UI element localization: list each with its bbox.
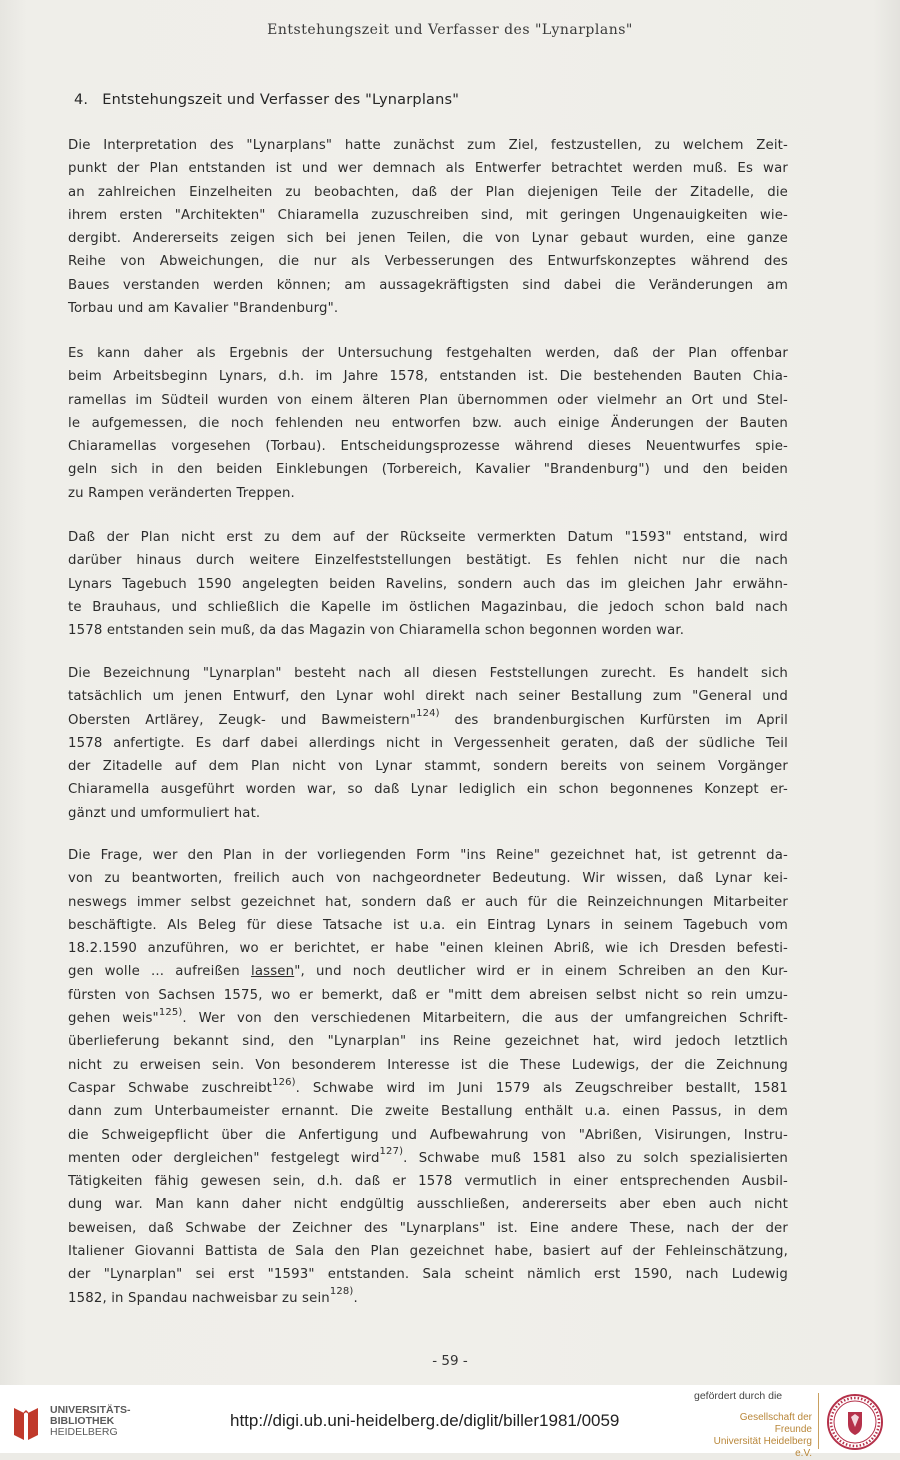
text-line: 18.2.1590 anzuführen, wo er berichtet, er habe "einen kleinen Abriß, wie ich Dresden befesti- <box>68 941 788 957</box>
text-line <box>68 1077 788 1100</box>
text-segment: ", und noch deutlicher wird er in einem Schreiben an den Kur- <box>294 964 788 980</box>
text-line: Die Interpretation des "Lynarplans" hatte zunächst zum Ziel, festzustellen, zu welchem Zeit- <box>68 138 788 153</box>
footnote-ref-124: 124) <box>416 708 440 720</box>
text-line: darüber hinaus durch weitere Einzelfeststellungen bestätigt. Es fehlen nicht nur die nach <box>68 553 788 569</box>
text-line: neswegs immer selbst gezeichnet hat, sondern daß er auch für die Reinzeichnungen Mitarbeiter <box>68 894 788 910</box>
text-line: gänzt und umformuliert hat. <box>68 805 261 821</box>
text-line: Lynars Tagebuch 1590 angelegten beiden Ravelins, sondern auch das im gleichen Jahr erwähn- <box>68 576 788 592</box>
university-seal-icon <box>826 1393 884 1451</box>
text-segment: menten oder dergleichen" festgelegt wird <box>68 1150 380 1166</box>
text-line <box>68 1007 788 1030</box>
text-line: Es kann daher als Ergebnis der Untersuchung festgehalten werden, daß der Plan offenbar <box>68 346 788 361</box>
page-number: - 59 - <box>432 1353 468 1369</box>
text-line: beschäftigte. Als Beleg für diese Tatsache ist u.a. ein Eintrag Lynars in seinem Tagebuch vom <box>68 917 788 933</box>
text-line: der Zitadelle auf dem Plan nicht von Lynar stammt, sondern bereits von seinem Vorgänger <box>68 759 788 775</box>
text-line: die Schweigepflicht über die Anfertigung und Aufbewahrung von "Abrißen, Visirungen, Instru- <box>68 1127 788 1143</box>
library-name-line: HEIDELBERG <box>50 1426 118 1438</box>
text-line: fürsten von Sachsen 1575, wo er bemerkt, daß er "mitt dem abreisen selbst nicht so rein umzu- <box>68 987 788 1003</box>
running-header: Entstehungszeit und Verfasser des "Lynarplans" <box>267 22 633 38</box>
paragraph-4 <box>68 662 788 825</box>
text-line: Italiener Giovanni Battista de Sala den Plan gezeichnet habe, basiert auf der Fehleinschätzung, <box>68 1244 788 1260</box>
text-line: Die Frage, wer den Plan in der vorliegenden Form "ins Reine" gezeichnet hat, ist getrennt da- <box>68 848 788 863</box>
footnote-ref-127: 127) <box>379 1146 404 1158</box>
text-line: 1578 anfertigte. Es darf dabei allerdings nicht in Vergessenheit geraten, daß der südliche Teil <box>68 735 788 751</box>
text-line: überlieferung bekannt sind, den "Lynarplan" ins Reine gezeichnet hat, wird jedoch letztlich <box>68 1034 788 1050</box>
text-segment: Caspar Schwabe zuschreibt <box>68 1080 273 1096</box>
text-line: 1578 entstanden sein muß, da das Magazin von Chiaramella schon begonnen worden war. <box>68 623 685 639</box>
text-line: dung war. Man kann daher nicht endgültig ausschließen, andererseits aber eben auch nicht <box>68 1197 788 1213</box>
section-heading <box>74 92 459 108</box>
text-line: Torbau und am Kavalier "Brandenburg". <box>68 301 339 317</box>
text-segment: Obersten Artlärey, Zeugk- und Bawmeistern" <box>68 712 417 728</box>
text-line: Chiaramellas vorgesehen (Torbau). Entscheidungsprozesse während dieses Neuentwurfes spie- <box>68 439 788 455</box>
text-line: Die Bezeichnung "Lynarplan" besteht nach all diesen Feststellungen zurecht. Es handelt sich <box>68 666 788 681</box>
library-logo-icon <box>10 1404 42 1444</box>
text-segment: 1582, in Spandau nachweisbar zu sein <box>68 1290 330 1306</box>
text-line <box>68 709 788 732</box>
text-line: le aufgemessen, die noch fehlenden neu entworfen bzw. auch einige Änderungen der Bauten <box>68 415 788 431</box>
paragraph-2 <box>68 342 788 505</box>
text-line: von zu beantworten, freilich auch von nachgeordneter Bedeutung. Wir wissen, daß Lynar kei- <box>68 871 788 887</box>
text-line: Tätigkeiten fähig gewesen sein, d.h. daß er 1578 vermutlich in einer entsprechenden Ausbil- <box>68 1174 788 1190</box>
footer-divider <box>818 1393 819 1449</box>
section-number: 4. <box>74 92 89 108</box>
text-line: ihrem ersten "Architekten" Chiaramella zuzuschreiben sind, mit geringen Ungenauigkeiten wie- <box>68 207 788 223</box>
text-segment: des brandenburgischen Kurfürsten im April <box>439 712 788 728</box>
footnote-ref-128: 128) <box>329 1286 354 1298</box>
paragraph-1 <box>68 134 788 320</box>
funded-by-label: gefördert durch die <box>694 1390 783 1402</box>
text-line: Reihe von Abweichungen, die nur als Verbesserungen des Entwurfskonzeptes während des <box>68 254 788 270</box>
digitization-footer <box>0 1385 900 1459</box>
text-segment: . Wer von den verschiedenen Mitarbeitern, die aus der umfangreichen Schrift- <box>182 1011 789 1027</box>
text-line: beweisen, daß Schwabe der Zeichner des "Lynarplans" ist. Eine andere These, nach der der <box>68 1220 788 1236</box>
text-line: der "Lynarplan" sei erst "1593" entstanden. Sala scheint nämlich erst 1590, nach Ludewig <box>68 1267 788 1283</box>
paragraph-3 <box>68 526 788 642</box>
text-segment: . <box>353 1290 358 1306</box>
footnote-ref-126: 126) <box>272 1076 296 1088</box>
footnote-ref-125: 125) <box>158 1006 183 1018</box>
section-title-text: Entstehungszeit und Verfasser des "Lynarplans" <box>102 92 460 108</box>
text-line: dergibt. Andererseits zeigen sich bei jenen Teilen, die von Lynar gebaut wurden, eine ganze <box>68 231 788 247</box>
text-line <box>68 960 788 983</box>
society-name-line: Universität Heidelberg e.V. <box>713 1436 812 1459</box>
library-name-line: UNIVERSITÄTS- <box>50 1404 131 1416</box>
text-line: Baues verstanden werden können; am aussagekräftigsten sind dabei die Veränderungen am <box>68 277 788 293</box>
text-line: nicht zu erweisen sein. Von besonderem Interesse ist die These Ludewigs, der die Zeichnung <box>68 1057 788 1073</box>
paragraph-5 <box>68 844 788 1310</box>
text-line: dann zum Unterbaumeister ernannt. Die zweite Bestallung enthält u.a. einen Passus, in dem <box>68 1104 788 1120</box>
text-segment: . Schwabe muß 1581 also zu solch spezialisierten <box>403 1150 789 1166</box>
underlined-word: lassen <box>250 964 295 980</box>
text-segment: gehen weis" <box>68 1011 159 1027</box>
text-line: te Brauhaus, und schließlich die Kapelle im östlichen Magazinbau, die jedoch schon bald nach <box>68 599 788 615</box>
text-line: geln sich in den beiden Einklebungen (Torbereich, Kavalier "Brandenburg") und den beiden <box>68 462 788 478</box>
text-line: punkt der Plan entstanden ist und wer demnach als Entwerfer betrachtet werden muß. Es war <box>68 161 788 177</box>
library-name-line: BIBLIOTHEK <box>50 1415 115 1427</box>
text-line <box>68 1287 788 1310</box>
library-name <box>50 1405 131 1438</box>
text-line: Chiaramella ausgeführt worden war, so daß Lynar lediglich ein schon begonnenes Konzept er- <box>68 782 788 798</box>
text-line: beim Arbeitsbeginn Lynars, d.h. im Jahre 1578, entstanden ist. Die bestehenden Bauten Chia- <box>68 369 788 385</box>
digital-library-link[interactable]: http://digi.ub.uni-heidelberg.de/diglit/biller1981/0059 <box>230 1411 620 1430</box>
text-segment: gen wolle ... aufreißen <box>68 964 251 980</box>
text-line <box>68 1147 788 1170</box>
text-line: zu Rampen veränderten Treppen. <box>68 485 295 501</box>
text-line: ramellas im Südteil wurden von einem älteren Plan übernommen oder vielmehr an Ort und Stel- <box>68 392 788 408</box>
text-line: Daß der Plan nicht erst zu dem auf der Rückseite vermerkten Datum "1593" entstand, wird <box>68 530 788 545</box>
text-segment: . Schwabe wird im Juni 1579 als Zeugschreiber bestallt, 1581 <box>295 1080 789 1096</box>
society-name-line: Gesellschaft der Freunde <box>739 1412 812 1435</box>
text-line: an zahlreichen Einzelheiten zu beobachten, daß der Plan diejenigen Teile der Zitadelle, die <box>68 184 788 200</box>
text-line: tatsächlich um jenen Entwurf, den Lynar wohl direkt nach seiner Bestallung zum "General und <box>68 689 788 705</box>
